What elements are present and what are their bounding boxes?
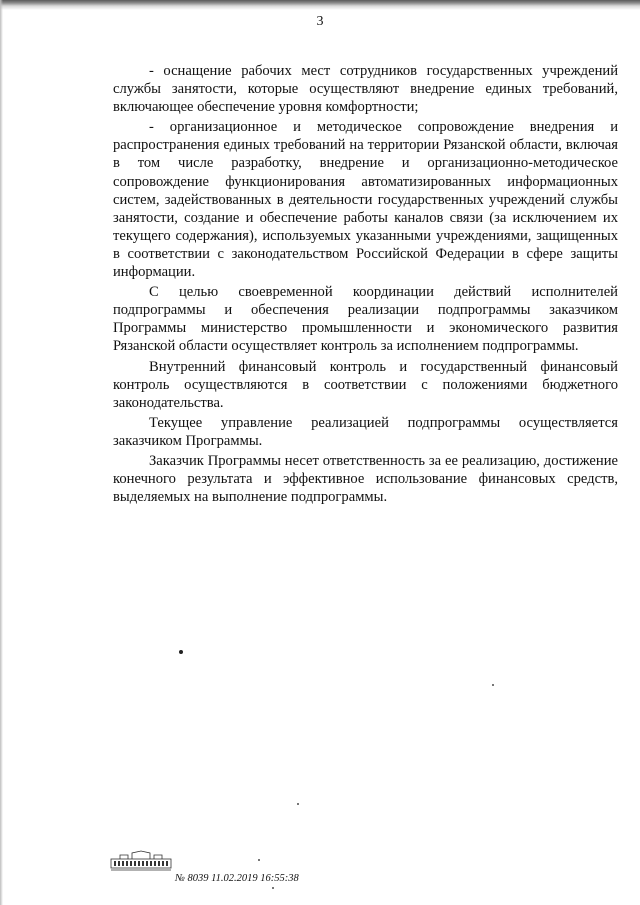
- page-number: 3: [316, 14, 324, 29]
- stray-dot-mark: [179, 650, 183, 654]
- scan-left-edge: [0, 0, 3, 905]
- paragraph-financial-control: Внутренний финансовый контроль и государственный финансовый контроль осуществляются в соответствии с положениями бюджетного законодательства.: [113, 358, 618, 411]
- scan-top-edge: [0, 0, 640, 10]
- document-body: [113, 62, 618, 508]
- registry-stamp-logo: [110, 850, 172, 872]
- paragraph-coordination: С целью своевременной координации действий исполнителей подпрограммы и обеспечения реализации подпрограммы заказчиком Программы министерство промышленности и экономического развития Рязанской области осуществляет контроль за исполнением подпрограммы.: [113, 284, 618, 355]
- registration-stamp: № 8039 11.02.2019 16:55:38: [175, 873, 299, 884]
- scan-speck: [297, 803, 299, 805]
- paragraph-responsibility: Заказчик Программы несет ответственность за ее реализацию, достижение конечного результата и эффективное использование финансовых средств, выделяемых на выполнение подпрограммы.: [113, 452, 618, 506]
- paragraph-equipment: - оснащение рабочих мест сотрудников государственных учреждений службы занятости, которые осуществляют внедрение единых требований, включающее обеспечение уровня комфортности;: [113, 63, 618, 116]
- paragraph-methodical-support: - организационное и методическое сопровождение внедрения и распространения единых требований на территории Рязанской области, включая в том числе разработку, внедрение и организационно-методическое сопровождение функционирования автоматизированных информационных систем, задействованных в деятельности государственных учреждений службы занятости, создание и обеспечение работы каналов связи (за исключением их текущего содержания), используемых указанными учреждениями, защищенных в соответствии с законодательством Российской Федерации в сфере защиты информации.: [113, 119, 618, 281]
- paragraph-current-management: Текущее управление реализацией подпрограммы осуществляется заказчиком Программы.: [113, 414, 618, 449]
- scan-speck: [492, 684, 494, 686]
- scan-speck: [258, 859, 260, 861]
- scan-speck: [272, 887, 274, 889]
